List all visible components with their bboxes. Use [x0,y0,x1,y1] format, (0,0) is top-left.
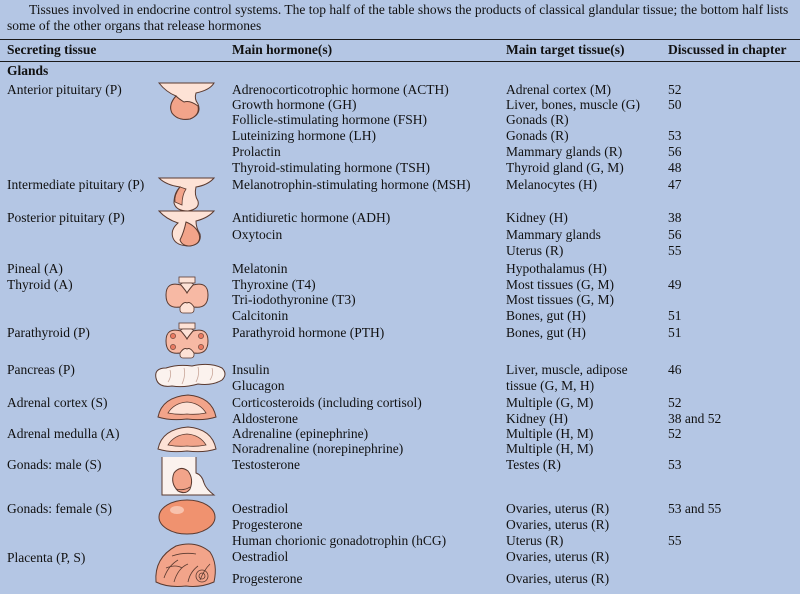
parathyroid-icon [162,322,212,360]
target-cell: Multiple (H, M) [506,441,594,456]
chapter-cell: 55 [668,533,682,548]
tissue-gonads-female: Gonads: female (S) [7,501,112,516]
header-secreting-tissue: Secreting tissue [7,42,97,57]
tissue-pineal: Pineal (A) [7,261,63,276]
chapter-cell: 55 [668,243,682,258]
header-main-targets: Main target tissue(s) [506,42,625,57]
hormone-cell: Parathyroid hormone (PTH) [232,325,385,340]
tissue-anterior-pituitary: Anterior pituitary (P) [7,82,122,97]
target-cell: Ovaries, uterus (R) [506,501,610,516]
target-cell: Uterus (R) [506,243,564,258]
chapter-cell: 48 [668,160,682,175]
target-cell: Most tissues (G, M) [506,277,615,292]
hormone-cell: Thyroid-stimulating hormone (TSH) [232,160,430,175]
hormone-cell: Adrenaline (epinephrine) [232,426,369,441]
chapter-cell: 50 [668,97,682,112]
posterior-pituitary-icon [156,208,218,248]
chapter-cell: 53 [668,457,682,472]
hormone-cell: Melatonin [232,261,288,276]
target-cell: Thyroid gland (G, M) [506,160,624,175]
hormone-cell: Progesterone [232,517,303,532]
hormone-cell: Glucagon [232,378,285,393]
hormone-cell: Aldosterone [232,411,298,426]
target-cell: Liver, bones, muscle (G) [506,97,641,112]
target-cell: Melanocytes (H) [506,177,598,192]
tissue-adrenal-medulla: Adrenal medulla (A) [7,426,120,441]
hormone-cell: Human chorionic gonadotrophin (hCG) [232,533,447,548]
target-cell: Mammary glands (R) [506,144,623,159]
tissue-posterior-pituitary: Posterior pituitary (P) [7,210,125,225]
target-cell: Uterus (R) [506,533,564,548]
chapter-cell: 53 and 55 [668,501,722,516]
hormone-cell: Oxytocin [232,227,283,242]
target-cell: Adrenal cortex (M) [506,82,611,97]
target-cell: Multiple (G, M) [506,395,594,410]
chapter-cell: 56 [668,227,682,242]
hormone-cell: Antidiuretic hormone (ADH) [232,210,391,225]
pancreas-icon [152,360,228,390]
hormone-cell: Oestradiol [232,549,289,564]
target-cell: Ovaries, uterus (R) [506,549,610,564]
chapter-cell: 51 [668,325,682,340]
hormone-cell: Oestradiol [232,501,289,516]
tissue-thyroid: Thyroid (A) [7,277,73,292]
target-cell: Testes (R) [506,457,561,472]
table-caption: Tissues involved in endocrine control systems. The top half of the table shows the products of classical glandular tissue; the bottom half lists some of the other organs that release hormones [7,2,789,33]
chapter-cell: 38 [668,210,682,225]
target-cell: Ovaries, uterus (R) [506,517,610,532]
hormone-cell: Melanotrophin-stimulating hormone (MSH) [232,177,471,192]
header-main-hormones: Main hormone(s) [232,42,333,57]
target-cell: Kidney (H) [506,411,568,426]
adrenal-cortex-icon [154,391,220,423]
chapter-cell: 51 [668,308,682,323]
chapter-cell: 52 [668,395,682,410]
header-bottom-rule [0,61,800,62]
hormone-cell: Testosterone [232,457,301,472]
hormone-cell: Corticosteroids (including cortisol) [232,395,422,410]
ovary-icon [155,497,219,537]
hormone-cell: Thyroxine (T4) [232,277,316,292]
chapter-cell: 52 [668,426,682,441]
placenta-icon [152,538,220,590]
chapter-cell: 47 [668,177,682,192]
hormone-cell: Calcitonin [232,308,289,323]
target-cell: Bones, gut (H) [506,325,586,340]
hormone-cell: Insulin [232,362,270,377]
hormone-cell: Prolactin [232,144,281,159]
tissue-adrenal-cortex: Adrenal cortex (S) [7,395,108,410]
hormone-cell: Tri-iodothyronine (T3) [232,292,356,307]
target-cell: Ovaries, uterus (R) [506,571,610,586]
adrenal-medulla-icon [154,423,220,455]
tissue-intermediate-pituitary: Intermediate pituitary (P) [7,177,145,192]
target-cell: Most tissues (G, M) [506,292,615,307]
tissue-gonads-male: Gonads: male (S) [7,457,102,472]
target-cell: Bones, gut (H) [506,308,586,323]
hormone-cell: Progesterone [232,571,303,586]
tissue-placenta: Placenta (P, S) [7,550,86,565]
chapter-cell: 56 [668,144,682,159]
chapter-cell: 46 [668,362,682,377]
header-discussed-chapter: Discussed in chapter [668,42,787,57]
target-cell: Multiple (H, M) [506,426,594,441]
target-cell: tissue (G, M, H) [506,378,595,393]
hormone-cell: Follicle-stimulating hormone (FSH) [232,112,427,127]
tissue-pancreas: Pancreas (P) [7,362,75,377]
tissue-parathyroid: Parathyroid (P) [7,325,90,340]
hormone-cell: Luteinizing hormone (LH) [232,128,376,143]
section-glands: Glands [7,63,49,78]
chapter-cell: 38 and 52 [668,411,722,426]
thyroid-icon [162,275,212,315]
target-cell: Gonads (R) [506,128,569,143]
hormone-cell: Growth hormone (GH) [232,97,357,112]
target-cell: Kidney (H) [506,210,568,225]
hormone-cell: Adrenocorticotrophic hormone (ACTH) [232,82,449,97]
target-cell: Hypothalamus (H) [506,261,607,276]
testis-icon [156,455,218,497]
chapter-cell: 49 [668,277,682,292]
chapter-cell: 52 [668,82,682,97]
target-cell: Mammary glands [506,227,601,242]
anterior-pituitary-icon [156,80,218,122]
hormone-cell: Noradrenaline (norepinephrine) [232,441,404,456]
target-cell: Gonads (R) [506,112,569,127]
chapter-cell: 53 [668,128,682,143]
target-cell: Liver, muscle, adipose [506,362,628,377]
